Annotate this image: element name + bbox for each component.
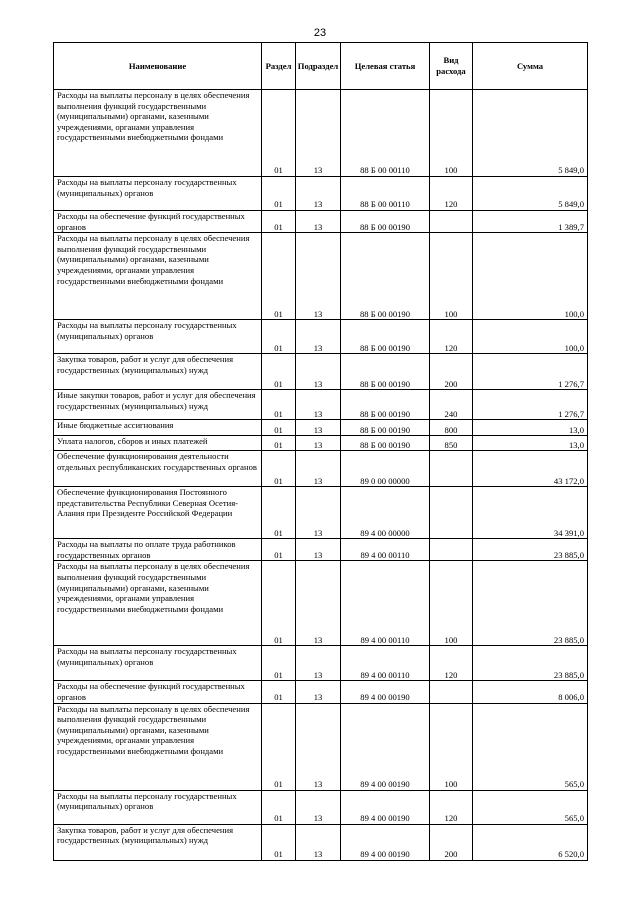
cell-name: Расходы на выплаты персоналу государственных (муниципальных) органов (54, 320, 262, 354)
cell-section: 01 (262, 790, 296, 824)
cell-amount: 8 006,0 (473, 681, 588, 703)
cell-subsection: 13 (296, 703, 341, 790)
cell-type: 800 (430, 420, 473, 436)
cell-section: 01 (262, 90, 296, 177)
cell-target: 88 Б 00 00190 (341, 233, 430, 320)
cell-section: 01 (262, 561, 296, 646)
cell-amount: 1 276,7 (473, 390, 588, 420)
cell-section: 01 (262, 681, 296, 703)
header-type: Вид расхода (430, 43, 473, 90)
cell-section: 01 (262, 646, 296, 681)
cell-section: 01 (262, 539, 296, 561)
cell-amount: 5 849,0 (473, 177, 588, 211)
cell-name: Расходы на выплаты персоналу государственных (муниципальных) органов (54, 790, 262, 824)
cell-type: 200 (430, 824, 473, 860)
cell-target: 88 Б 00 00110 (341, 177, 430, 211)
cell-subsection: 13 (296, 824, 341, 860)
cell-name: Расходы на выплаты персоналу государственных (муниципальных) органов (54, 177, 262, 211)
cell-amount: 13,0 (473, 436, 588, 451)
table-row (54, 790, 588, 824)
table-row (54, 390, 588, 420)
cell-type (430, 487, 473, 539)
cell-amount: 6 520,0 (473, 824, 588, 860)
cell-target: 89 4 00 00190 (341, 703, 430, 790)
cell-subsection: 13 (296, 487, 341, 539)
cell-amount: 23 885,0 (473, 561, 588, 646)
cell-type: 120 (430, 646, 473, 681)
cell-subsection: 13 (296, 233, 341, 320)
cell-section: 01 (262, 487, 296, 539)
header-name: Наименование (54, 43, 262, 90)
cell-type: 850 (430, 436, 473, 451)
cell-target: 89 4 00 00110 (341, 539, 430, 561)
cell-section: 01 (262, 824, 296, 860)
cell-target: 88 Б 00 00110 (341, 90, 430, 177)
cell-name: Расходы на выплаты персоналу в целях обеспечения выполнения функций государственными (муниципальными) органами, казенными учреждениями, органами управления государственными внебюджетными фондами (54, 233, 262, 320)
cell-target: 89 0 00 00000 (341, 451, 430, 487)
cell-type: 240 (430, 390, 473, 420)
cell-name: Обеспечение функционирования Постоянного представительства Республики Северная Осетия-Алания при Президенте Российской Федерации (54, 487, 262, 539)
cell-target: 88 Б 00 00190 (341, 420, 430, 436)
page-number: 23 (313, 27, 327, 39)
cell-section: 01 (262, 451, 296, 487)
table-row (54, 824, 588, 860)
header-subsection: Подраздел (296, 43, 341, 90)
cell-name: Расходы на выплаты персоналу в целях обеспечения выполнения функций государственными (муниципальными) органами, казенными учреждениями, органами управления государственными внебюджетными фондами (54, 90, 262, 177)
cell-type: 200 (430, 354, 473, 390)
cell-amount: 100,0 (473, 320, 588, 354)
header-amount: Сумма (473, 43, 588, 90)
cell-amount: 1 276,7 (473, 354, 588, 390)
cell-subsection: 13 (296, 390, 341, 420)
cell-section: 01 (262, 320, 296, 354)
cell-section: 01 (262, 703, 296, 790)
table-body (54, 90, 588, 861)
cell-target: 89 4 00 00190 (341, 790, 430, 824)
cell-name: Расходы на выплаты по оплате труда работников государственных органов (54, 539, 262, 561)
table-row (54, 90, 588, 177)
table-row (54, 211, 588, 233)
cell-target: 88 Б 00 00190 (341, 354, 430, 390)
cell-section: 01 (262, 211, 296, 233)
cell-amount: 34 391,0 (473, 487, 588, 539)
cell-name: Иные закупки товаров, работ и услуг для обеспечения государственных (муниципальных) нужд (54, 390, 262, 420)
cell-type: 100 (430, 561, 473, 646)
table-row (54, 354, 588, 390)
table-row (54, 703, 588, 790)
cell-subsection: 13 (296, 177, 341, 211)
cell-section: 01 (262, 354, 296, 390)
cell-name: Закупка товаров, работ и услуг для обеспечения государственных (муниципальных) нужд (54, 354, 262, 390)
cell-name: Расходы на выплаты персоналу в целях обеспечения выполнения функций государственными (муниципальными) органами, казенными учреждениями, органами управления государственными внебюджетными фондами (54, 703, 262, 790)
table-row (54, 436, 588, 451)
cell-amount: 100,0 (473, 233, 588, 320)
cell-subsection: 13 (296, 539, 341, 561)
cell-name: Обеспечение функционирования деятельности отдельных республиканских государственных органов (54, 451, 262, 487)
cell-target: 88 Б 00 00190 (341, 436, 430, 451)
cell-subsection: 13 (296, 354, 341, 390)
cell-subsection: 13 (296, 646, 341, 681)
cell-target: 88 Б 00 00190 (341, 211, 430, 233)
table-row (54, 646, 588, 681)
table-row (54, 420, 588, 436)
cell-type: 120 (430, 177, 473, 211)
cell-target: 89 4 00 00110 (341, 646, 430, 681)
cell-target: 89 4 00 00110 (341, 561, 430, 646)
cell-name: Расходы на выплаты персоналу в целях обеспечения выполнения функций государственными (муниципальными) органами, казенными учреждениями, органами управления государственными внебюджетными фондами (54, 561, 262, 646)
table-row (54, 681, 588, 703)
table-row (54, 233, 588, 320)
cell-target: 89 4 00 00190 (341, 824, 430, 860)
cell-amount: 23 885,0 (473, 539, 588, 561)
cell-subsection: 13 (296, 561, 341, 646)
cell-section: 01 (262, 233, 296, 320)
budget-table (53, 42, 588, 861)
cell-name: Расходы на обеспечение функций государственных органов (54, 681, 262, 703)
cell-name: Уплата налогов, сборов и иных платежей (54, 436, 262, 451)
header-section: Раздел (262, 43, 296, 90)
cell-section: 01 (262, 420, 296, 436)
cell-type (430, 211, 473, 233)
cell-section: 01 (262, 390, 296, 420)
cell-subsection: 13 (296, 451, 341, 487)
cell-section: 01 (262, 177, 296, 211)
cell-type: 120 (430, 320, 473, 354)
cell-name: Иные бюджетные ассигнования (54, 420, 262, 436)
table-row (54, 487, 588, 539)
cell-name: Закупка товаров, работ и услуг для обеспечения государственных (муниципальных) нужд (54, 824, 262, 860)
table-row (54, 177, 588, 211)
cell-type (430, 681, 473, 703)
cell-subsection: 13 (296, 420, 341, 436)
table-row (54, 539, 588, 561)
cell-target: 89 4 00 00000 (341, 487, 430, 539)
cell-section: 01 (262, 436, 296, 451)
cell-type: 100 (430, 233, 473, 320)
cell-amount: 5 849,0 (473, 90, 588, 177)
cell-subsection: 13 (296, 681, 341, 703)
cell-name: Расходы на обеспечение функций государственных органов (54, 211, 262, 233)
table-row (54, 320, 588, 354)
cell-amount: 13,0 (473, 420, 588, 436)
cell-subsection: 13 (296, 211, 341, 233)
cell-amount: 23 885,0 (473, 646, 588, 681)
cell-amount: 565,0 (473, 790, 588, 824)
cell-subsection: 13 (296, 90, 341, 177)
table-header-row (54, 43, 588, 90)
cell-subsection: 13 (296, 790, 341, 824)
cell-target: 88 Б 00 00190 (341, 390, 430, 420)
cell-type (430, 539, 473, 561)
table-row (54, 451, 588, 487)
cell-type: 120 (430, 790, 473, 824)
table-row (54, 561, 588, 646)
cell-target: 89 4 00 00190 (341, 681, 430, 703)
header-target: Целевая статья (341, 43, 430, 90)
cell-type (430, 451, 473, 487)
cell-type: 100 (430, 90, 473, 177)
cell-amount: 565,0 (473, 703, 588, 790)
cell-subsection: 13 (296, 320, 341, 354)
cell-type: 100 (430, 703, 473, 790)
cell-amount: 1 389,7 (473, 211, 588, 233)
cell-subsection: 13 (296, 436, 341, 451)
cell-name: Расходы на выплаты персоналу государственных (муниципальных) органов (54, 646, 262, 681)
cell-amount: 43 172,0 (473, 451, 588, 487)
cell-target: 88 Б 00 00190 (341, 320, 430, 354)
